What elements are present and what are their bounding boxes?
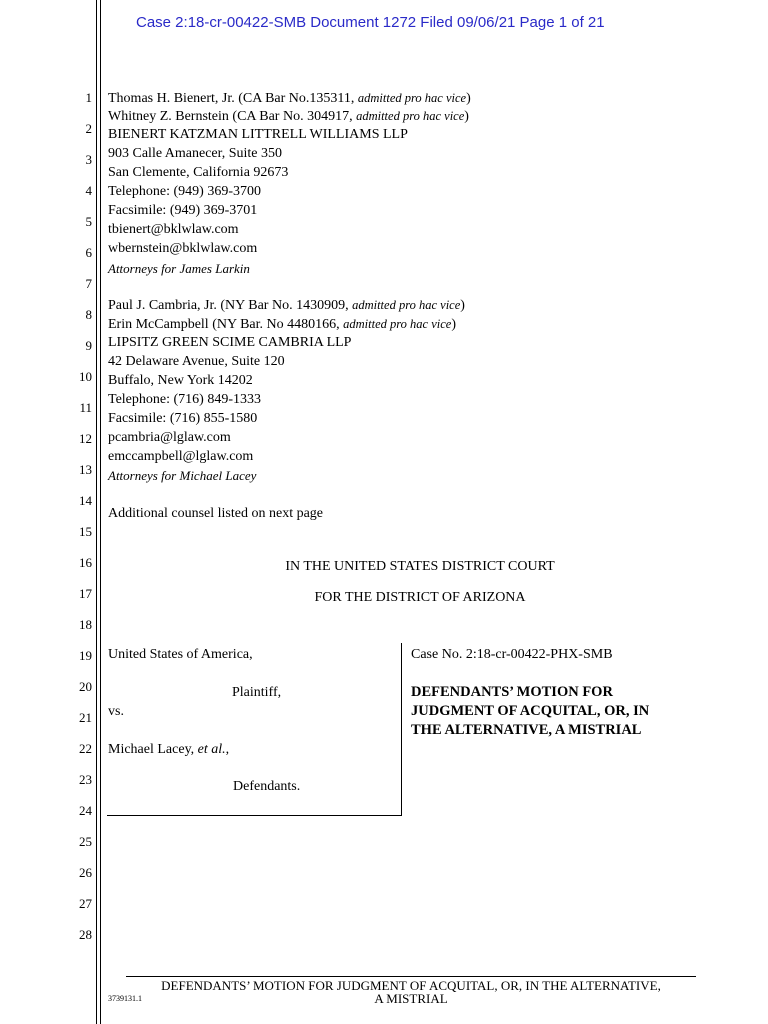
address-line: Buffalo, New York 14202 <box>108 373 253 388</box>
defendant-role: Defendants. <box>233 779 301 794</box>
counsel-line <box>108 107 469 126</box>
additional-counsel-note: Additional counsel listed on next page <box>108 506 324 521</box>
versus: vs. <box>108 704 124 719</box>
line-number: 1 <box>85 90 92 105</box>
attorney-name: Whitney Z. Bernstein (CA Bar No. 304917, <box>108 109 357 124</box>
motion-title-line: DEFENDANTS’ MOTION FOR <box>411 684 613 700</box>
address-line: 903 Calle Amanecer, Suite 350 <box>108 146 283 161</box>
address-line: San Clemente, California 92673 <box>108 165 289 180</box>
line-number: 8 <box>85 307 92 322</box>
email: emccampbell@lglaw.com <box>108 449 254 464</box>
footer-line: DEFENDANTS’ MOTION FOR JUDGMENT OF ACQUITAL, OR, IN THE ALTERNATIVE, <box>161 978 661 993</box>
line-number: 13 <box>79 462 92 477</box>
facsimile: Facsimile: (949) 369-3701 <box>108 203 258 218</box>
line-number: 26 <box>79 865 92 880</box>
line-number: 19 <box>79 648 92 663</box>
court-name: IN THE UNITED STATES DISTRICT COURT <box>285 559 555 574</box>
line-number: 23 <box>79 772 92 787</box>
line-number: 2 <box>85 121 92 136</box>
line-number: 28 <box>79 927 92 942</box>
line-number: 14 <box>79 493 92 508</box>
line-number: 7 <box>85 276 92 291</box>
line-number: 16 <box>79 555 92 570</box>
footer-line: A MISTRIAL <box>374 991 448 1006</box>
email: tbienert@bklwlaw.com <box>108 222 239 237</box>
motion-title-line: THE ALTERNATIVE, A MISTRIAL <box>411 722 642 738</box>
et-al: et al. <box>197 742 226 757</box>
line-number: 22 <box>79 741 92 756</box>
paren: ) <box>466 91 471 106</box>
line-number: 11 <box>79 400 92 415</box>
paren: ) <box>460 298 465 313</box>
attorney-name: Paul J. Cambria, Jr. (NY Bar No. 1430909, <box>108 298 353 313</box>
line-number: 6 <box>85 245 92 260</box>
line-number: 3 <box>85 152 92 167</box>
line-number: 4 <box>85 183 92 198</box>
email: pcambria@lglaw.com <box>108 430 231 445</box>
facsimile: Facsimile: (716) 855-1580 <box>108 411 258 426</box>
defendant-name: Michael Lacey, <box>108 742 198 757</box>
line-number: 5 <box>85 214 92 229</box>
pro-hac-note: admitted pro hac vice <box>357 91 467 105</box>
counsel-line <box>108 315 456 334</box>
footer-rule <box>126 976 696 977</box>
firm-name: BIENERT KATZMAN LITTRELL WILLIAMS LLP <box>108 127 408 142</box>
court-district: FOR THE DISTRICT OF ARIZONA <box>314 590 526 605</box>
case-number: Case No. 2:18-cr-00422-PHX-SMB <box>411 647 613 662</box>
line-number: 25 <box>79 834 92 849</box>
firm-name: LIPSITZ GREEN SCIME CAMBRIA LLP <box>108 335 352 350</box>
line-number: 10 <box>79 369 92 384</box>
pro-hac-note: admitted pro hac vice <box>356 109 465 123</box>
document-id: 3739131.1 <box>108 994 142 1003</box>
line-number: 15 <box>79 524 92 539</box>
attorneys-for: Attorneys for Michael Lacey <box>108 468 257 483</box>
plaintiff-party: United States of America, <box>108 647 253 662</box>
telephone: Telephone: (716) 849-1333 <box>108 392 261 407</box>
motion-title-line: JUDGMENT OF ACQUITAL, OR, IN <box>411 703 650 719</box>
attorney-name: Thomas H. Bienert, Jr. (CA Bar No.135311, <box>108 91 358 106</box>
comma: , <box>225 742 230 757</box>
footer-title <box>126 979 696 1005</box>
telephone: Telephone: (949) 369-3700 <box>108 184 261 199</box>
line-number: 9 <box>85 338 92 353</box>
paren: ) <box>464 109 469 124</box>
ecf-header: Case 2:18-cr-00422-SMB Document 1272 Filed 09/06/21 Page 1 of 21 <box>136 14 605 31</box>
email: wbernstein@bklwlaw.com <box>108 241 258 256</box>
attorneys-for: Attorneys for James Larkin <box>108 261 250 276</box>
line-number: 24 <box>79 803 92 818</box>
address-line: 42 Delaware Avenue, Suite 120 <box>108 354 285 369</box>
line-number: 18 <box>79 617 92 632</box>
defendant-party <box>108 741 229 759</box>
plaintiff-role: Plaintiff, <box>232 685 282 700</box>
line-number: 12 <box>79 431 92 446</box>
pro-hac-note: admitted pro hac vice <box>352 298 461 312</box>
line-number: 21 <box>79 710 92 725</box>
left-margin-rule-inner <box>100 0 101 1024</box>
caption-bottom-rule <box>107 815 402 816</box>
paren: ) <box>451 317 456 332</box>
caption-divider <box>401 643 402 815</box>
line-number: 20 <box>79 679 92 694</box>
line-number: 27 <box>79 896 92 911</box>
left-margin-rule <box>96 0 97 1024</box>
attorney-name: Erin McCampbell (NY Bar. No 4480166, <box>108 317 344 332</box>
counsel-line <box>108 296 465 315</box>
counsel-line <box>108 89 471 108</box>
pro-hac-note: admitted pro hac vice <box>343 317 452 331</box>
line-number: 17 <box>79 586 92 601</box>
